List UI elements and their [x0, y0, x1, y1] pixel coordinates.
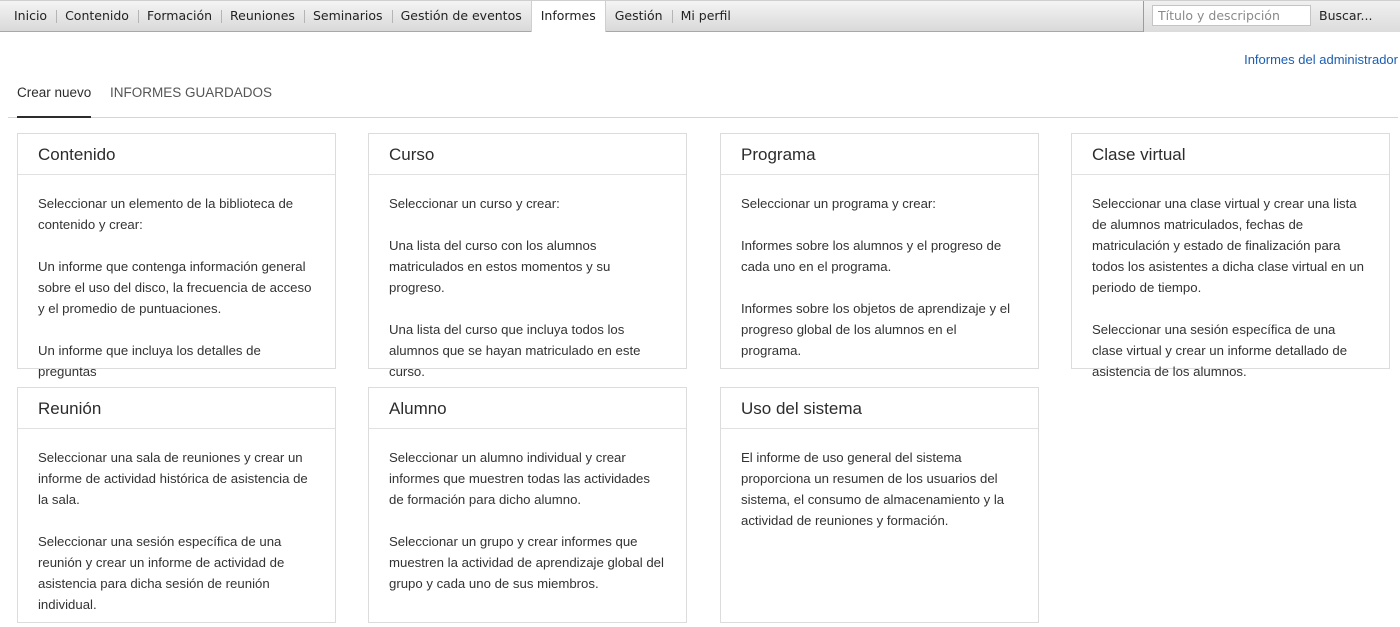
card-body — [18, 429, 335, 615]
search-area — [1143, 1, 1400, 32]
card-title: Curso — [369, 134, 686, 175]
nav-item-formacion[interactable]: Formación — [138, 1, 221, 31]
nav-item-informes[interactable]: Informes — [531, 1, 606, 32]
nav-item-contenido[interactable]: Contenido — [56, 1, 138, 31]
card-body — [721, 429, 1038, 531]
admin-reports-link[interactable]: Informes del administrador — [1244, 52, 1398, 67]
card-paragraph: Seleccionar una sesión específica de una reunión y crear un informe de actividad de asistencia para dicha sesión de reunión individual. — [38, 534, 285, 612]
card-paragraph: Seleccionar un elemento de la biblioteca de contenido y crear: — [38, 196, 294, 232]
card-paragraph: Informes sobre los alumnos y el progreso de cada uno en el programa. — [741, 238, 1002, 274]
card-paragraph: Seleccionar una sala de reuniones y crear un informe de actividad histórica de asistencia de la sala. — [38, 450, 308, 507]
report-tabs — [8, 78, 1398, 118]
card-paragraph: Seleccionar una sesión específica de una clase virtual y crear un informe detallado de asistencia de los alumnos. — [1092, 322, 1348, 379]
card-body — [369, 429, 686, 594]
card-paragraph: Seleccionar un alumno individual y crear informes que muestren todas las actividades de formación para dicho alumno. — [389, 450, 650, 507]
search-input[interactable] — [1152, 5, 1311, 26]
search-button[interactable]: Buscar... — [1319, 6, 1372, 26]
card-body — [1072, 175, 1389, 382]
card-contenido[interactable] — [17, 133, 336, 379]
card-alumno[interactable] — [368, 387, 687, 623]
card-programa[interactable] — [720, 133, 1039, 369]
card-paragraph: El informe de uso general del sistema proporciona un resumen de los usuarios del sistema, el consumo de almacenamiento y la actividad de reuniones y formación. — [741, 450, 1005, 528]
nav-item-reuniones[interactable]: Reuniones — [221, 1, 304, 31]
nav-item-mi-perfil[interactable]: Mi perfil — [672, 1, 740, 31]
card-body — [369, 175, 686, 382]
card-reunion[interactable] — [17, 387, 336, 623]
card-paragraph: Un informe que contenga información general sobre el uso del disco, la frecuencia de acceso y el promedio de puntuaciones. — [38, 259, 312, 316]
card-paragraph: Informes sobre los objetos de aprendizaje y el progreso global de los alumnos en el programa. — [741, 301, 1011, 358]
card-paragraph: Seleccionar una clase virtual y crear una lista de alumnos matriculados, fechas de matriculación y estado de finalización para todos los asistentes a dicha clase virtual en un periodo de tiempo. — [1092, 196, 1364, 295]
tab-saved-reports[interactable]: INFORMES GUARDADOS — [110, 85, 273, 100]
card-curso[interactable] — [368, 133, 687, 379]
card-uso-del-sistema[interactable] — [720, 387, 1039, 623]
tab-create-new[interactable]: Crear nuevo — [17, 78, 91, 118]
card-body — [721, 175, 1038, 361]
card-paragraph: Un informe que incluya los detalles de preguntas — [38, 343, 261, 379]
card-paragraph: Una lista del curso que incluya todos los alumnos que se hayan matriculado en este curso. — [389, 322, 641, 379]
nav-item-gestion-eventos[interactable]: Gestión de eventos — [392, 1, 531, 31]
card-title: Uso del sistema — [721, 388, 1038, 429]
nav-item-gestion[interactable]: Gestión — [614, 8, 663, 23]
card-title: Reunión — [18, 388, 335, 429]
card-title: Alumno — [369, 388, 686, 429]
main-nav — [5, 1, 740, 31]
card-title: Programa — [721, 134, 1038, 175]
card-paragraph: Seleccionar un programa y crear: — [741, 196, 936, 211]
card-title: Contenido — [18, 134, 335, 175]
card-paragraph: Una lista del curso con los alumnos matriculados en estos momentos y su progreso. — [389, 238, 611, 295]
nav-item-seminarios[interactable]: Seminarios — [304, 1, 392, 31]
card-clase-virtual[interactable] — [1071, 133, 1390, 379]
card-paragraph: Seleccionar un curso y crear: — [389, 196, 560, 211]
card-body — [18, 175, 335, 382]
nav-item-inicio[interactable]: Inicio — [14, 8, 48, 23]
card-title: Clase virtual — [1072, 134, 1389, 175]
card-paragraph: Seleccionar un grupo y crear informes que muestren la actividad de aprendizaje global del grupo y cada uno de sus miembros. — [389, 534, 664, 591]
top-nav-bar — [0, 0, 1400, 32]
